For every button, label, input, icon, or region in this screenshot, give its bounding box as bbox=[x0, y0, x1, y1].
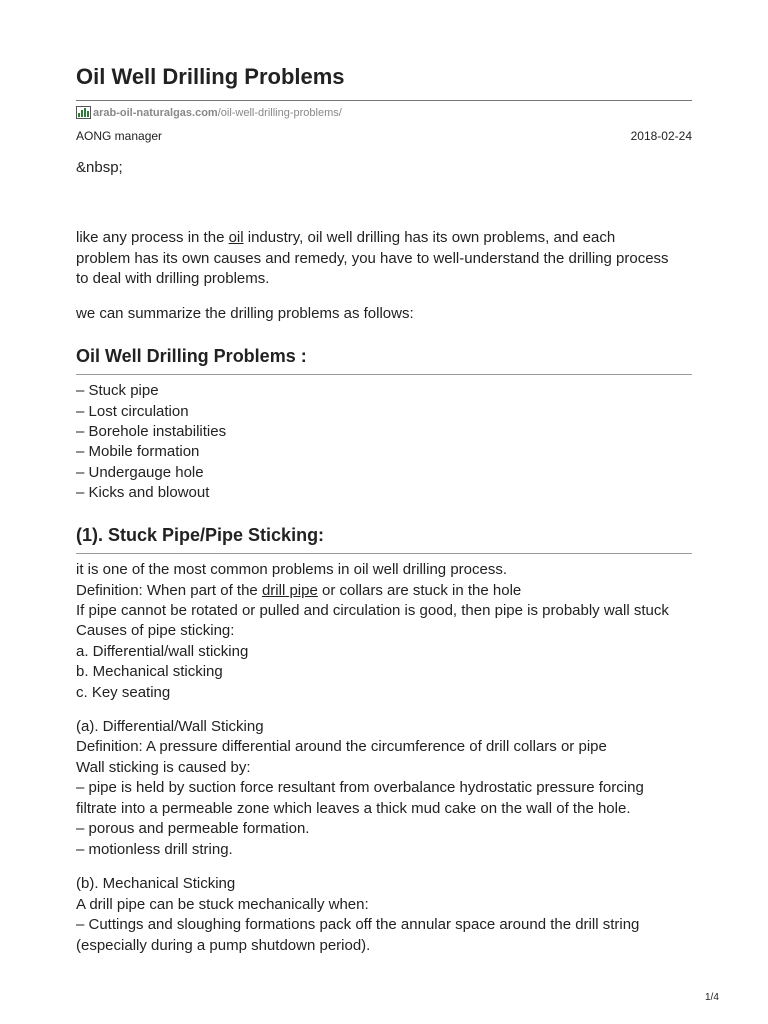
definition-line bbox=[76, 581, 521, 602]
nbsp-text: &nbsp; bbox=[76, 159, 123, 176]
author-name: AONG manager bbox=[76, 129, 163, 143]
page-title: Oil Well Drilling Problems bbox=[76, 64, 345, 89]
source-path[interactable]: /oil-well-drilling-problems/ bbox=[217, 106, 342, 119]
paragraph-line: – Cuttings and sloughing formations pack off the annular space around the drill string bbox=[76, 916, 640, 933]
publish-date: 2018-02-24 bbox=[630, 129, 692, 143]
list-item: – Undergauge hole bbox=[76, 464, 204, 481]
intro-line-1 bbox=[76, 228, 615, 249]
list-item: – Kicks and blowout bbox=[76, 484, 210, 501]
list-item: c. Key seating bbox=[76, 684, 171, 701]
paragraph-line: filtrate into a permeable zone which leaves a thick mud cake on the wall of the hole. bbox=[76, 800, 631, 817]
paragraph-line: (especially during a pump shutdown period). bbox=[76, 937, 371, 954]
paragraph-line: it is one of the most common problems in oil well drilling process. bbox=[76, 561, 508, 578]
list-item: – Borehole instabilities bbox=[76, 423, 227, 440]
summary-text: we can summarize the drilling problems as follows: bbox=[76, 305, 414, 322]
paragraph-line: Wall sticking is caused by: bbox=[76, 759, 251, 776]
intro-text: like any process in the bbox=[76, 229, 229, 246]
subsection-heading: (a). Differential/Wall Sticking bbox=[76, 718, 264, 735]
source-domain[interactable]: arab-oil-naturalgas.com bbox=[93, 106, 218, 119]
site-favicon-icon bbox=[76, 106, 91, 119]
paragraph-line: Definition: A pressure differential around the circumference of drill collars or pipe bbox=[76, 738, 607, 755]
list-item: – Stuck pipe bbox=[76, 382, 159, 399]
section-heading-stuck-pipe: (1). Stuck Pipe/Pipe Sticking: bbox=[76, 525, 325, 545]
page-number: 1/4 bbox=[705, 992, 719, 1003]
paragraph-line: A drill pipe can be stuck mechanically when: bbox=[76, 896, 369, 913]
source-link[interactable] bbox=[76, 106, 342, 119]
oil-link[interactable]: oil bbox=[228, 229, 244, 246]
intro-text: industry, oil well drilling has its own problems, and each bbox=[243, 229, 616, 246]
section-divider bbox=[76, 553, 692, 554]
list-item: – motionless drill string. bbox=[76, 841, 233, 858]
title-divider bbox=[76, 100, 692, 101]
list-item: – porous and permeable formation. bbox=[76, 820, 310, 837]
intro-line-3: to deal with drilling problems. bbox=[76, 270, 270, 287]
paragraph-line: Causes of pipe sticking: bbox=[76, 622, 235, 639]
list-item: – Mobile formation bbox=[76, 443, 200, 460]
definition-text: or collars are stuck in the hole bbox=[317, 582, 522, 599]
list-item: b. Mechanical sticking bbox=[76, 663, 223, 680]
list-item: a. Differential/wall sticking bbox=[76, 643, 249, 660]
subsection-heading: (b). Mechanical Sticking bbox=[76, 875, 236, 892]
definition-text: Definition: When part of the bbox=[76, 582, 262, 599]
intro-line-2: problem has its own causes and remedy, you have to well-understand the drilling process bbox=[76, 250, 669, 267]
paragraph-line: – pipe is held by suction force resultant from overbalance hydrostatic pressure forcing bbox=[76, 779, 644, 796]
paragraph-line: If pipe cannot be rotated or pulled and circulation is good, then pipe is probably wall stuck bbox=[76, 602, 669, 619]
section-divider bbox=[76, 374, 692, 375]
drill-pipe-link[interactable]: drill pipe bbox=[261, 582, 318, 599]
list-item: – Lost circulation bbox=[76, 403, 189, 420]
section-heading-problems: Oil Well Drilling Problems : bbox=[76, 346, 307, 366]
